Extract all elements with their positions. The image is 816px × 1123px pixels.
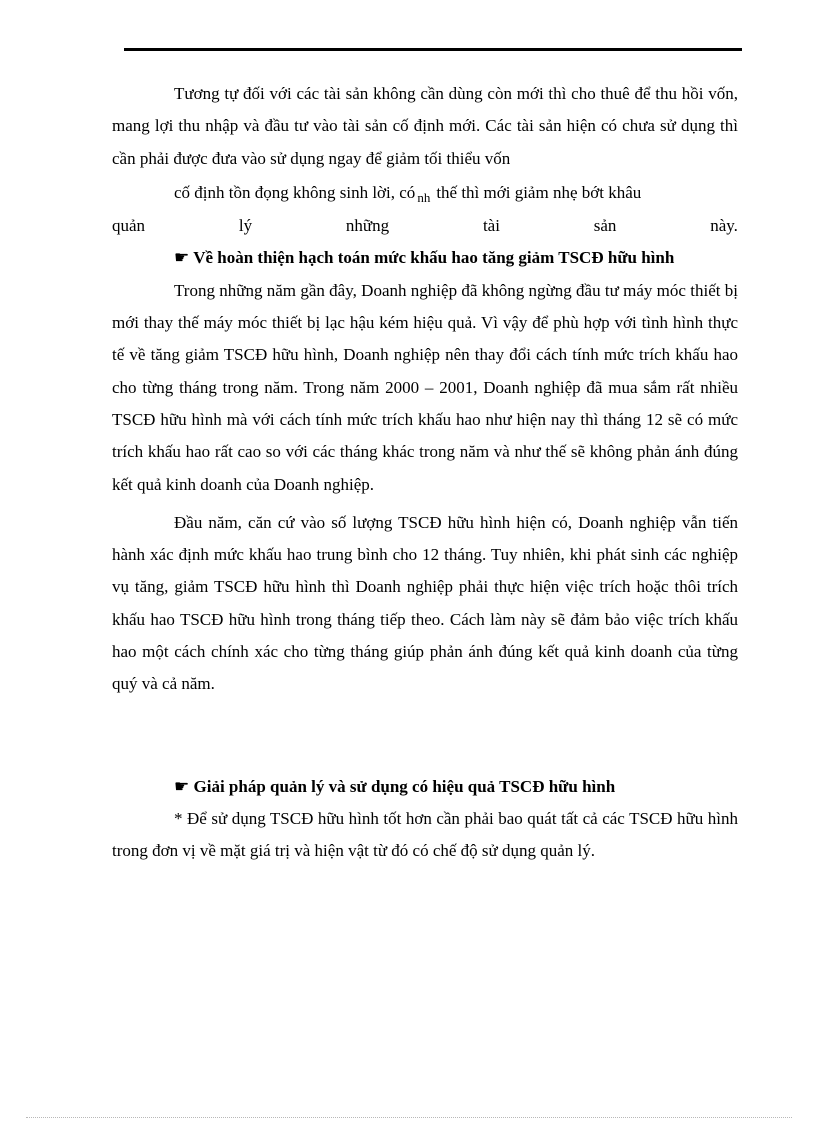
word: tài (482, 216, 500, 236)
paragraph-1-last-line (112, 210, 738, 242)
word: lý (238, 216, 253, 236)
paragraph-1-continuation (112, 177, 738, 210)
word: quản (112, 216, 146, 236)
paragraph-1-text-a: cố định tồn đọng không sinh lời, có (174, 182, 416, 202)
paragraph-1: Tương tự đối với các tài sản không cần dùng còn mới thì cho thuê để thu hồi vốn, mang lợi thu nhập và đầu tư vào tài sản cố định mới. Các tài sản hiện có chưa sử dụng thì cần phải được đưa vào sử dụng ngay để giảm tối thiểu vốn (112, 84, 738, 168)
section-heading-2-text: Giải pháp quản lý và sử dụng có hiệu quả TSCĐ hữu hình (193, 776, 616, 796)
paragraph-1-subscript: nh (417, 189, 431, 205)
paragraph-3: Đầu năm, căn cứ vào số lượng TSCĐ hữu hình hiện có, Doanh nghiệp vẫn tiến hành xác định mức khấu hao trung bình cho 12 tháng. Tuy nhiên, khi phát sinh các nghiệp vụ tăng, giảm TSCĐ hữu hình thì Doanh nghiệp phải thực hiện việc trích hoặc thôi trích khấu hao TSCĐ hữu hình trong tháng tiếp theo. Cách làm này sẽ đảm bảo việc trích khấu hao một cách chính xác cho từng tháng giúp phản ánh đúng kết quả kinh doanh của từng quý và cả năm. (112, 512, 738, 694)
paragraph-2: Trong những năm gần đây, Doanh nghiệp đã không ngừng đầu tư máy móc thiết bị mới thay thế máy móc thiết bị lạc hậu kém hiệu quả. Vì vậy để phù hợp với tình hình thực tế về tăng giảm TSCĐ hữu hình, Doanh nghiệp nên thay đổi cách tính mức trích khấu hao cho từng tháng trong năm. Trong năm 2000 – 2001, Doanh nghiệp đã mua sắm rất nhiều TSCĐ hữu hình mà với cách tính mức trích khấu hao như hiện nay thì tháng 12 sẽ có mức trích khấu hao rất cao so với các tháng khác trong năm và như thế sẽ không phản ánh đúng kết quả kinh doanh của Doanh nghiệp. (112, 280, 738, 494)
word: này. (710, 216, 738, 236)
document-body (112, 78, 738, 868)
pointing-hand-icon: ☛ (174, 776, 190, 796)
word: những (345, 216, 390, 236)
footer-rule (26, 1117, 792, 1118)
word: sản (593, 216, 617, 236)
paragraph-1-text-b: thế thì mới giảm nhẹ bớt khâu (436, 182, 642, 202)
header-rule (124, 48, 742, 51)
section-heading-1-text: Về hoàn thiện hạch toán mức khấu hao tăng giảm TSCĐ hữu hình (193, 248, 675, 268)
section-heading-2 (112, 771, 738, 803)
pointing-hand-icon: ☛ (174, 248, 190, 268)
paragraph-4: * Để sử dụng TSCĐ hữu hình tốt hơn cần phải bao quát tất cả các TSCĐ hữu hình trong đơn vị về mặt giá trị và hiện vật từ đó có chế độ sử dụng quản lý. (112, 808, 738, 861)
section-heading-1 (112, 242, 738, 274)
